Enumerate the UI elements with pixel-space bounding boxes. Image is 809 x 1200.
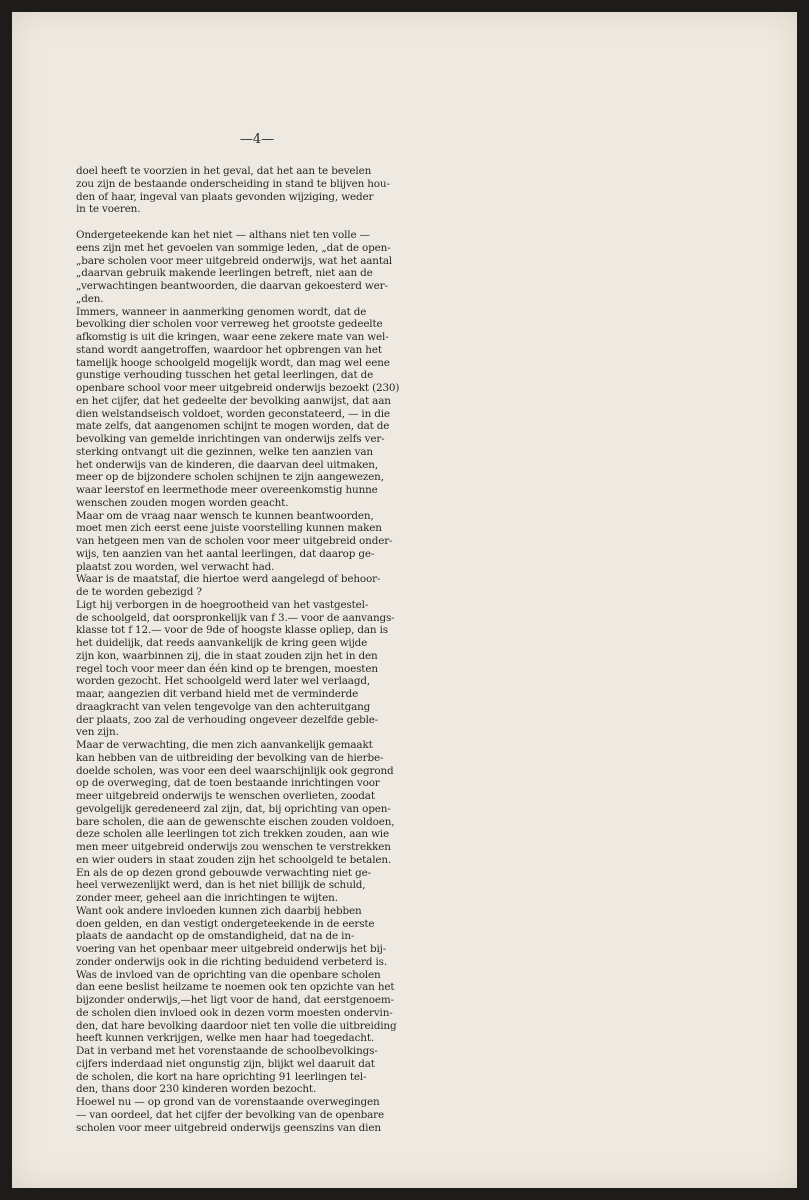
- text-line: den of haar, ingeval van plaats gevonden wijziging, weder: [76, 190, 374, 203]
- text-line: Maar om de vraag naar wensch te kunnen beantwoorden,: [76, 509, 374, 522]
- text-line: wenschen zouden mogen worden geacht.: [76, 496, 289, 509]
- text-line: tamelijk hooge schoolgeld mogelijk wordt, dan mag wel eene: [76, 356, 390, 369]
- text-line: doelde scholen, was voor een deel waarschijnlijk ook gegrond: [76, 764, 394, 777]
- text-line: plaats de aandacht op de omstandigheid, dat na de in-: [76, 930, 355, 943]
- text-line: Ligt hij verborgen in de hoegrootheid van het vastgestel-: [76, 598, 369, 611]
- text-line: zou zijn de bestaande onderscheiding in stand te blijven hou-: [76, 177, 390, 190]
- text-line: meer op de bijzondere scholen schijnen te zijn aangewezen,: [76, 471, 384, 484]
- text-line: doel heeft te voorzien in het geval, dat het aan te bevelen: [76, 165, 372, 177]
- text-line: bijzonder onderwijs,—het ligt voor de hand, dat eerstgenoem-: [76, 994, 394, 1006]
- text-line: Dat in verband met het vorenstaande de schoolbevolkings-: [76, 1045, 378, 1057]
- text-line: van hetgeen men van de scholen voor meer uitgebreid onder-: [76, 535, 393, 547]
- text-line: in te voeren.: [76, 203, 141, 216]
- text-line: gunstige verhouding tusschen het getal leerlingen, dat de: [76, 369, 374, 382]
- text-line: voering van het openbaar meer uitgebreid onderwijs het bij-: [76, 943, 387, 955]
- text-line: kan hebben van de uitbreiding der bevolking van de hierbe-: [76, 751, 384, 764]
- text-line: cijfers inderdaad niet ongunstig zijn, blijkt wel daaruit dat: [76, 1057, 375, 1070]
- body-text: [76, 165, 416, 1134]
- text-line: men meer uitgebreid onderwijs zou wenschen te verstrekken: [76, 841, 391, 853]
- text-line: de te worden gebezigd ?: [76, 586, 202, 598]
- text-line: draagkracht van velen tengevolge van den achteruitgang: [76, 700, 371, 713]
- paragraph-gap: [76, 216, 416, 229]
- text-line: heel verwezenlijkt werd, dan is het niet billijk de schuld,: [76, 879, 366, 892]
- text-line: mate zelfs, dat aangenomen schijnt te mogen worden, dat de: [76, 420, 390, 433]
- text-line: plaatst zou worden, wel verwacht had.: [76, 560, 275, 573]
- text-line: „den.: [76, 292, 104, 305]
- text-line: „bare scholen voor meer uitgebreid onderwijs, wat het aantal: [76, 254, 393, 267]
- text-line: der plaats, zoo zal de verhouding ongeveer dezelfde geble-: [76, 713, 379, 726]
- text-line: doen gelden, en dan vestigt ondergeteekende in de eerste: [76, 917, 375, 930]
- text-line: het duidelijk, dat reeds aanvankelijk de kring geen wijde: [76, 637, 368, 649]
- text-line: bevolking van gemelde inrichtingen van onderwijs zelfs ver-: [76, 433, 385, 445]
- document-page: [12, 12, 797, 1188]
- text-line: zonder meer, geheel aan die inrichtingen te wijten.: [76, 892, 338, 904]
- text-line: gevolgelijk geredeneerd zal zijn, dat, bij oprichting van open-: [76, 802, 391, 815]
- text-line: maar, aangezien dit verband hield met de verminderde: [76, 688, 359, 700]
- text-line: „verwachtingen beantwoorden, die daarvan gekoesterd wer-: [76, 280, 388, 292]
- text-line: Want ook andere invloeden kunnen zich daarbij hebben: [76, 904, 362, 917]
- page-number: —4—: [239, 132, 275, 147]
- text-line: Ondergeteekende kan het niet — althans niet ten volle —: [76, 229, 370, 241]
- text-line: — van oordeel, dat het cijfer der bevolking van de openbare: [76, 1108, 384, 1121]
- text-line: Maar de verwachting, die men zich aanvankelijk gemaakt: [76, 739, 373, 751]
- text-line: den, dat hare bevolking daardoor niet ten volle die uitbreiding: [76, 1019, 397, 1032]
- text-line: bare scholen, die aan de gewenschte eischen zouden voldoen,: [76, 815, 395, 828]
- text-line: zijn kon, waarbinnen zij, die in staat zouden zijn het in den: [76, 649, 378, 662]
- text-line: bevolking dier scholen voor verreweg het grootste gedeelte: [76, 318, 383, 331]
- text-line: meer uitgebreid onderwijs te wenschen overlieten, zoodat: [76, 790, 375, 802]
- text-line: regel toch voor meer dan één kind op te brengen, moesten: [76, 662, 378, 675]
- text-line: En als de op dezen grond gebouwde verwachting niet ge-: [76, 866, 371, 879]
- text-line: de schoolgeld, dat oorspronkelijk van f 3.— voor de aanvangs-: [76, 611, 395, 624]
- text-line: worden gezocht. Het schoolgeld werd later wel verlaagd,: [76, 675, 370, 688]
- text-line: „daarvan gebruik makende leerlingen betreft, niet aan de: [76, 267, 373, 280]
- text-line: op de overweging, dat de toen bestaande inrichtingen voor: [76, 777, 380, 790]
- text-line: en het cijfer, dat het gedeelte der bevolking aanwijst, dat aan: [76, 394, 391, 407]
- text-line: ven zijn.: [76, 726, 119, 739]
- text-line: en wier ouders in staat zouden zijn het schoolgeld te betalen.: [76, 853, 392, 866]
- text-line: zonder onderwijs ook in die richting beduidend verbeterd is.: [76, 955, 387, 968]
- text-line: stand wordt aangetroffen, waardoor het opbrengen van het: [76, 343, 382, 356]
- text-line: het onderwijs van de kinderen, die daarvan deel uitmaken,: [76, 458, 378, 471]
- text-line: Immers, wanneer in aanmerking genomen wordt, dat de: [76, 305, 367, 318]
- text-line: de scholen, die kort na hare oprichting 91 leerlingen tel-: [76, 1070, 367, 1083]
- text-line: de scholen dien invloed ook in dezen vorm moesten ondervin-: [76, 1006, 393, 1019]
- text-line: wijs, ten aanzien van het aantal leerlingen, dat daarop ge-: [76, 547, 375, 560]
- text-line: afkomstig is uit die kringen, waar eene zekere mate van wel-: [76, 331, 389, 343]
- text-line: Waar is de maatstaf, die hiertoe werd aangelegd of behoor-: [76, 573, 381, 586]
- text-line: moet men zich eerst eene juiste voorstelling kunnen maken: [76, 522, 382, 535]
- text-line: sterking ontvangt uit die gezinnen, welke ten aanzien van: [76, 445, 373, 458]
- text-line: Was de invloed van de oprichting van die openbare scholen: [76, 968, 381, 981]
- text-line: waar leerstof en leermethode meer overeenkomstig hunne: [76, 484, 378, 496]
- text-line: openbare school voor meer uitgebreid onderwijs bezoekt (230): [76, 382, 400, 394]
- text-line: dan eene beslist heilzame te noemen ook ten opzichte van het: [76, 981, 395, 994]
- text-line: heeft kunnen verkrijgen, welke men haar had toegedacht.: [76, 1032, 374, 1045]
- text-line: klasse tot f 12.— voor de 9de of hoogste klasse opliep, dan is: [76, 624, 388, 637]
- text-line: dien welstandseisch voldoet, worden geconstateerd, — in die: [76, 407, 390, 420]
- text-line: scholen voor meer uitgebreid onderwijs geenszins van dien: [76, 1121, 381, 1134]
- text-line: Hoewel nu — op grond van de vorenstaande overwegingen: [76, 1096, 380, 1108]
- text-line: deze scholen alle leerlingen tot zich trekken zouden, aan wie: [76, 828, 389, 841]
- text-line: eens zijn met het gevoelen van sommige leden, „dat de open-: [76, 241, 391, 254]
- text-line: den, thans door 230 kinderen worden bezocht.: [76, 1083, 317, 1096]
